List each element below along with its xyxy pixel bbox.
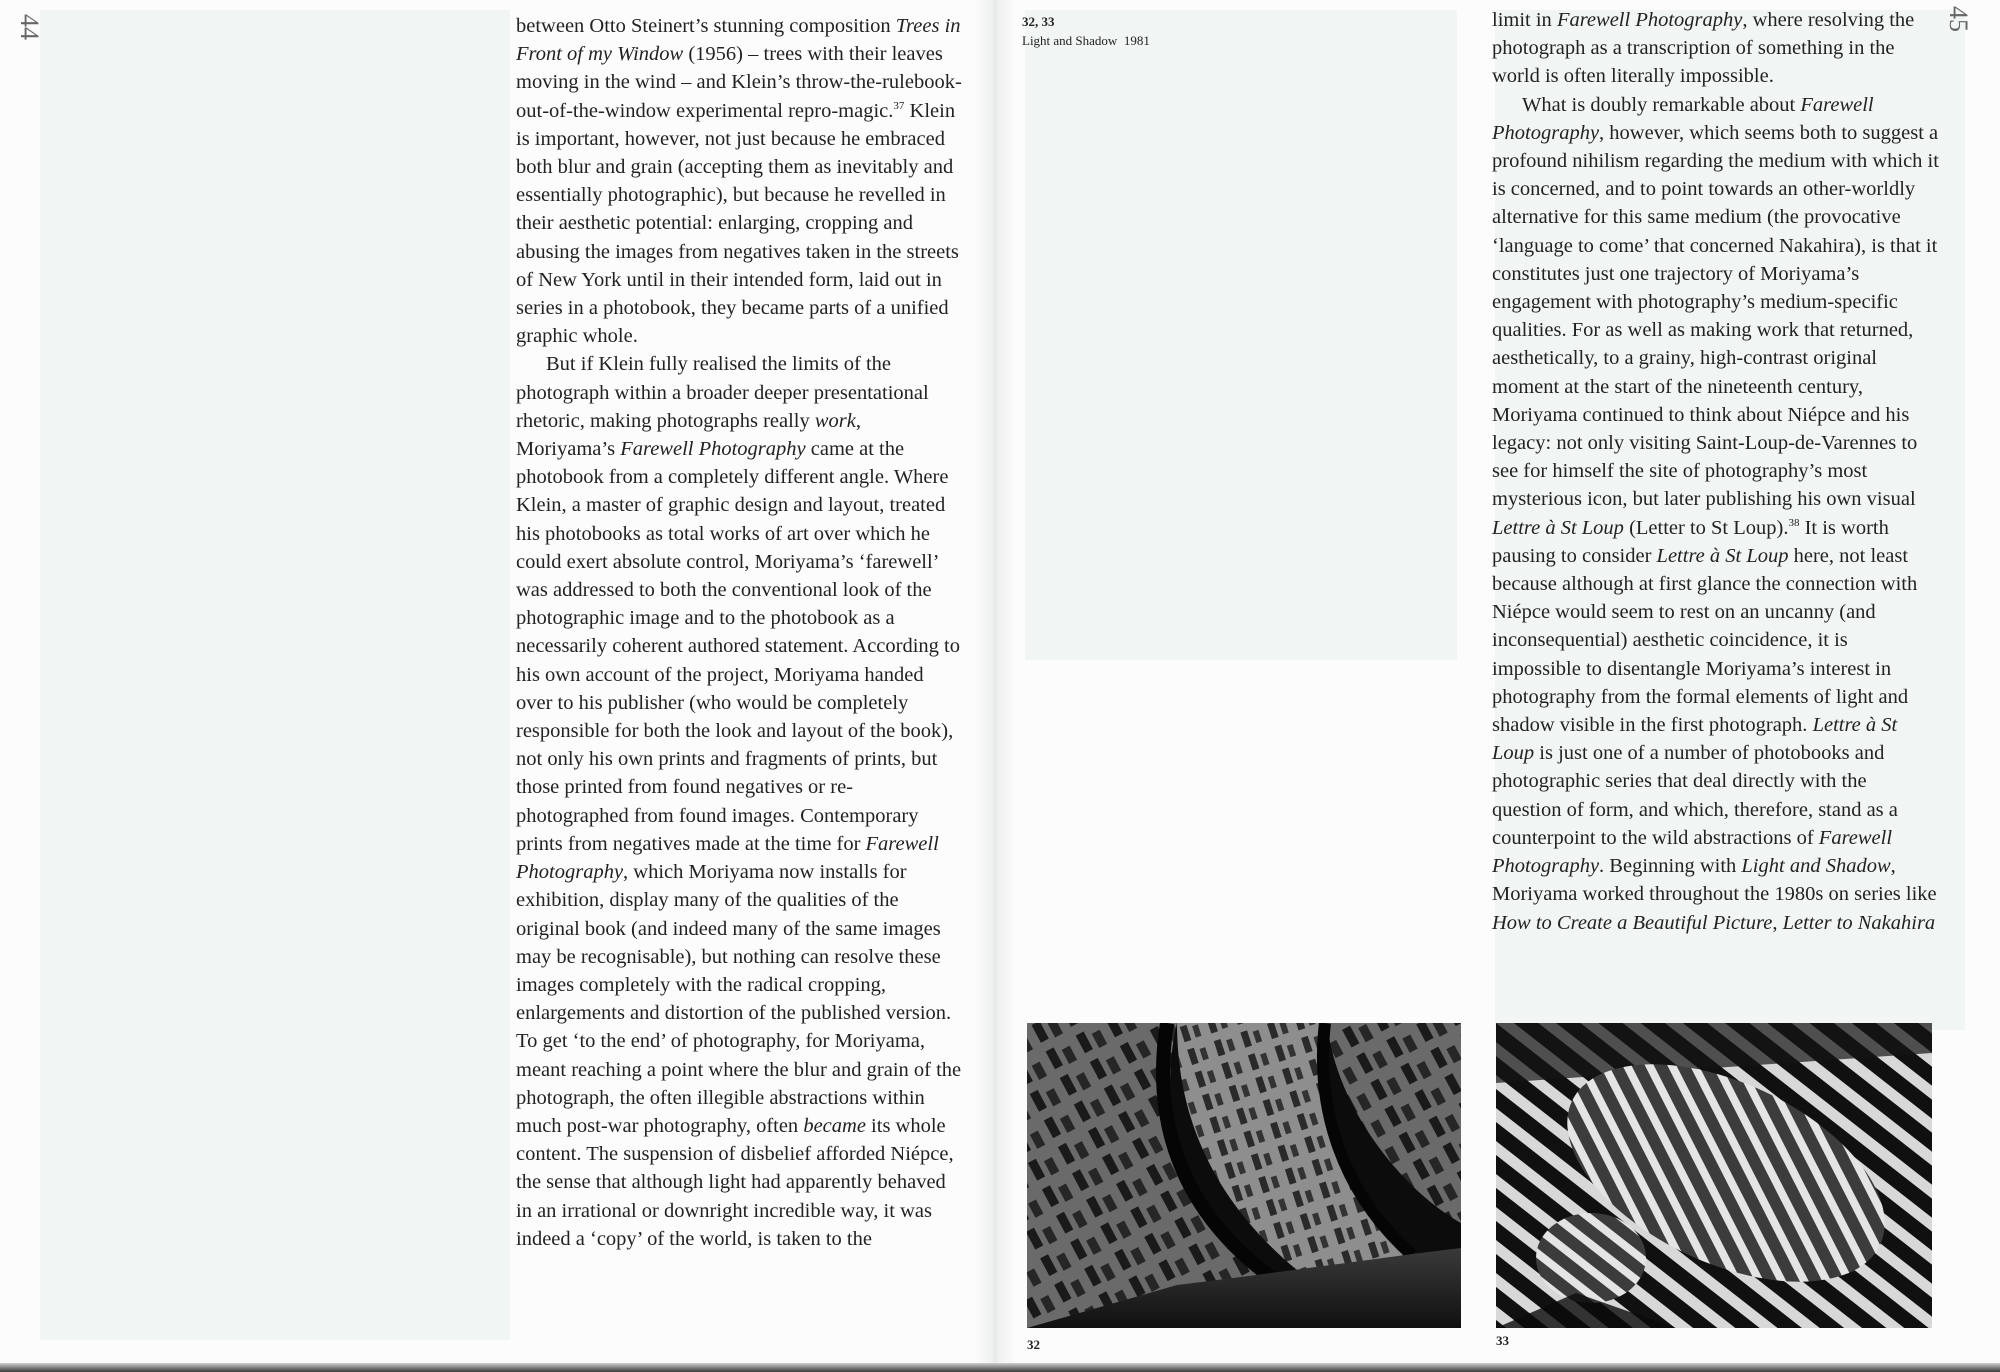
photo-plate-32-tyre (1027, 1023, 1461, 1328)
paragraph: between Otto Steinert’s stunning composition Trees in Front of my Window (1956) – trees with their leaves moving in the wind – and Klein’s throw-the-rulebook-out-of-the-window experimental repro-magic.$^{37}$ Klein is important, however, not just because he embraced both blur and grain (accepting them as inevitably and essentially photographic), but because he revelled in their aesthetic potential: enlarging, cropping and abusing the images from negatives taken in the streets of New York until in their intended form, laid out in series in a photobook, they became parts of a unified graphic whole. (516, 15, 962, 348)
book-bottom-edge (0, 1363, 2000, 1372)
caption-title: Light and Shadow (1022, 33, 1118, 48)
plate-number-33: 33 (1496, 1333, 1509, 1348)
book-gutter (975, 0, 1015, 1366)
tyre-photo-graphic (1027, 1023, 1461, 1328)
paragraph: limit in Farewell Photography, where resolving the photograph as a transcription of something in the world is often literally impossible. (1492, 9, 1915, 88)
cat-photo-graphic (1496, 1023, 1932, 1328)
photo-plate-33-cat (1496, 1023, 1932, 1328)
paragraph: What is doubly remarkable about Farewell Photography, however, which seems both to suggest a profound nihilism regarding the medium with which it is concerned, and to point towards an other-worldly alternative for this same medium (the provocative ‘language to come’ that concerned Nakahira), is that it constitutes just one trajectory of Moriyama’s engagement with photography’s medium-specific qualities. For as well as making work that returned, aesthetically, to a grainy, high-contrast original moment at the start of the nineteenth century, Moriyama continued to think about Niépce and his legacy: not only visiting Saint-Loup-de-Varennes to see for himself the site of photography’s most mysterious icon, but later publishing his own visual Lettre à St Loup (Letter to St Loup).$^{38}$ It is worth pausing to consider Lettre à St Loup here, not least because although at first glance the connection with Niépce would seem to rest on an uncanny (and inconsequential) aesthetic coincidence, it is impossible to disentangle Moriyama’s interest in photography from the formal elements of light and shadow visible in the first photograph. Lettre à St Loup is just one of a number of photobooks and photographic series that deal directly with the question of form, and which, therefore, stand as a counterpoint to the wild abstractions of Farewell Photography. Beginning with Light and Shadow, Moriyama worked throughout the 1980s on series like How to Create a Beautiful Picture, Letter to Nakahira (1492, 93, 1939, 934)
show-through-area (40, 10, 510, 1340)
right-page (995, 0, 2000, 1366)
paragraph: But if Klein fully realised the limits of the photograph within a broader deeper presentational rhetoric, making photographs really work, Moriyama’s Farewell Photography came at the photobook from a completely different angle. Where Klein, a master of graphic design and layout, treated his photobooks as total works of art over which he could exert absolute control, Moriyama’s ‘farewell’ was addressed to both the conventional look of the photographic image and to the photobook as a necessarily coherent authored statement. According to his own account of the project, Moriyama handed over to his publisher (who would be completely responsible for both the look and layout of the book), not only his own prints and fragments of prints, but those printed from found negatives or re-photographed from found images. Contemporary prints from negatives made at the time for Farewell Photography, which Moriyama now installs for exhibition, display many of the qualities of the original book (and indeed many of the same images may be recognisable), but nothing can resolve these images completely with the radical cropping, enlargements and distortion of the published version. To get ‘to the end’ of photography, for Moriyama, meant reaching a point where the blur and grain of the photograph, the often illegible abstractions within much post-war photography, often became its whole content. The suspension of disbelief afforded Niépce, the sense that although light had apparently behaved in an irrational or downright incredible way, it was indeed a ‘copy’ of the world, is taken to the (516, 353, 962, 1250)
show-through-area (1025, 10, 1457, 660)
plate-caption (1022, 12, 1150, 50)
left-text-column (516, 12, 964, 1253)
caption-title-line (1022, 31, 1150, 50)
left-page (0, 0, 995, 1366)
page-number-left: 44 (15, 14, 44, 40)
caption-year: 1981 (1123, 33, 1150, 48)
right-text-column (1492, 6, 1940, 937)
caption-plate-numbers: 32, 33 (1022, 14, 1055, 29)
page-number-right: 45 (1944, 6, 1973, 32)
plate-number-32: 32 (1027, 1337, 1040, 1352)
